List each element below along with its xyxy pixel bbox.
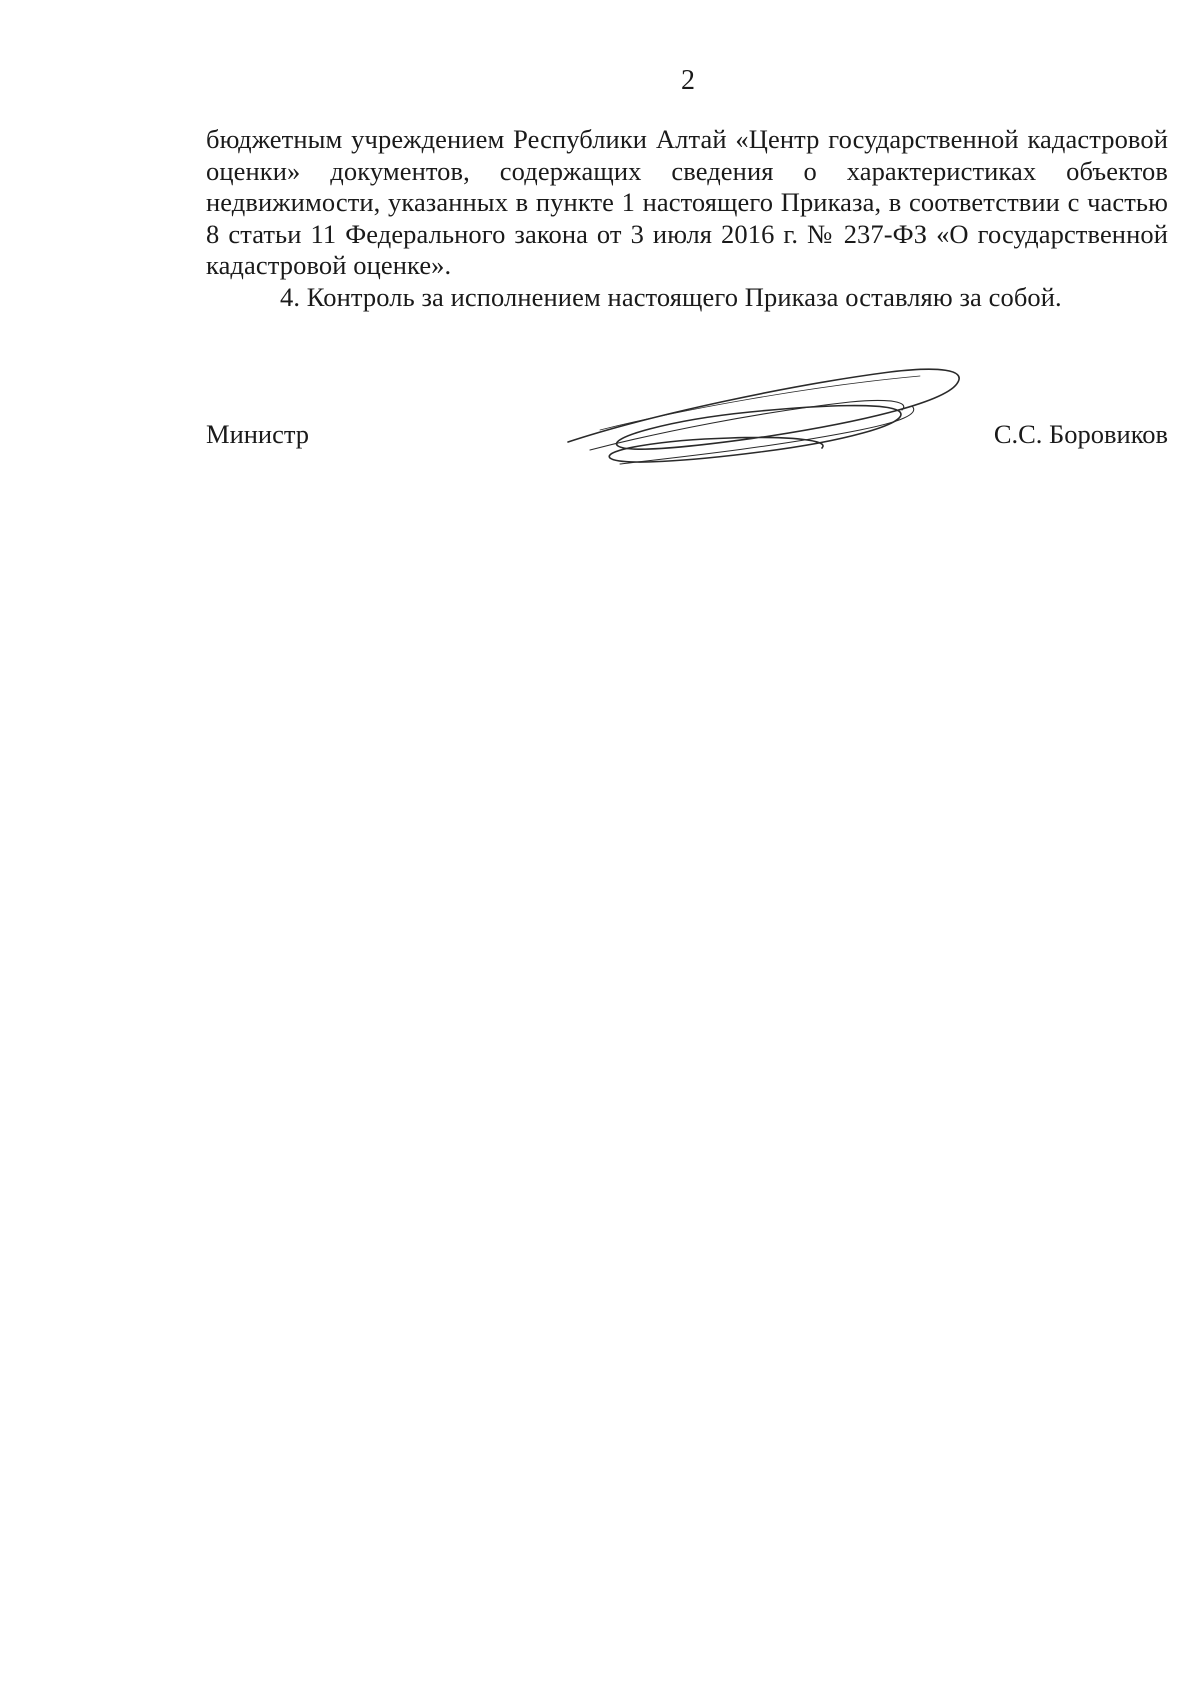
paragraph-item-4: 4. Контроль за исполнением настоящего Приказа оставляю за собой. [280,281,1062,312]
signature-block [206,418,1168,458]
document-body [206,124,1168,313]
signatory-position: Министр [206,419,310,449]
paragraph-continued: бюджетным учреждением Республики Алтай «Центр государственной кадастровой оценки» документов, содержащих сведения о характеристиках объектов недвижимости, указанных в пункте 1 настоящего Приказа, в соответствии с частью 8 статьи 11 Федерального закона от 3 июля 2016 г. № 237-ФЗ «О государственной кадастровой оценке». [206,124,1168,280]
page-number-text: 2 [681,65,695,96]
signatory-name: С.С. Боровиков [993,419,1168,449]
